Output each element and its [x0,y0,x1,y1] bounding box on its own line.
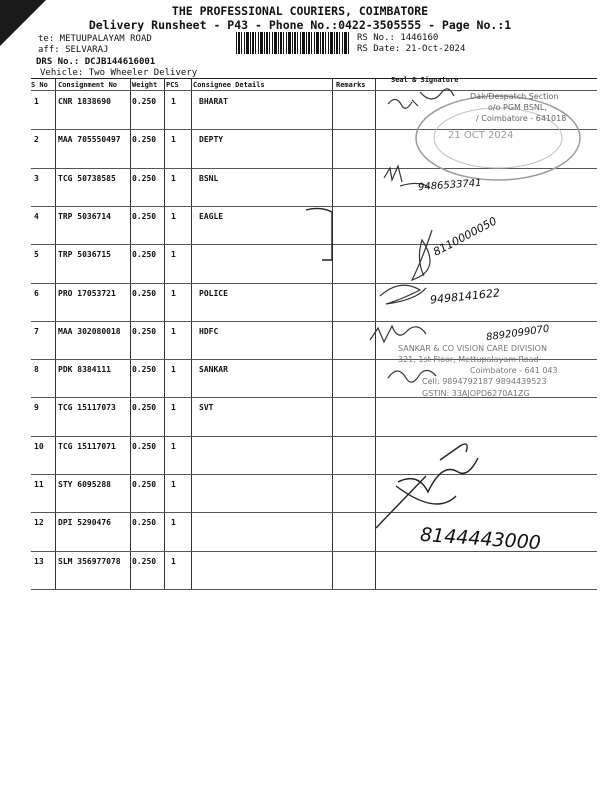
cell-sno: 2 [34,135,39,145]
cell-pcs: 1 [171,441,176,451]
cell-sno: 8 [34,365,39,375]
sankar-stamp-line3: Coimbatore - 641 043 [470,366,558,375]
cell-consignment: TCG 15117071 [58,441,116,451]
phone-row12: 8144443000 [419,523,542,555]
cell-consignment: PRO 17053721 [58,288,116,298]
cell-consignee: SANKAR [199,365,228,375]
col-sno: S No [31,81,48,89]
rs-date: RS Date: 21-Oct-2024 [357,44,466,54]
cell-pcs: 1 [171,97,176,106]
cell-weight: 0.250 [132,365,157,375]
cell-sno: 6 [34,288,39,298]
cell-weight: 0.250 [132,135,157,145]
bsnl-stamp-date: 21 OCT 2024 [448,130,514,141]
cell-pcs: 1 [171,518,176,528]
bsnl-stamp-line2: o/o PGM BSNL, [488,103,547,112]
cell-sno: 4 [34,211,39,221]
cell-pcs: 1 [171,135,176,145]
cell-consignment: TCG 15117073 [58,403,116,413]
cell-weight: 0.250 [132,403,157,413]
cell-consignment: MAA 705550497 [58,135,121,145]
col-weight: Weight [132,81,158,89]
cell-consignee: DEPTY [199,135,224,145]
sankar-stamp-line2: 321, 1st Floor, Mettupalayam Road [398,355,539,364]
col-seal-signature: Seal & Signature [391,76,459,84]
phone-row6: 9498141622 [429,286,501,307]
col-remarks: Remarks [336,81,366,89]
cell-pcs: 1 [171,365,176,375]
runsheet-title: Delivery Runsheet - P43 - Phone No.:0422-3505555 - Page No.:1 [88,18,512,32]
cell-consignment: MAA 302080018 [58,326,121,336]
cell-consignment: TRP 5036714 [58,211,111,221]
signature-row1 [388,89,454,108]
cell-consignee: BHARAT [199,97,228,106]
cell-consignment: STY 6095288 [58,480,111,489]
col-consignee: Consignee Details [193,81,265,89]
cell-pcs: 1 [171,250,176,260]
cell-sno: 12 [34,518,44,528]
cell-consignment: DPI 5290476 [58,518,111,528]
col-pcs: PCS [166,81,179,89]
signature-row7 [370,326,426,342]
cell-sno: 3 [34,173,39,183]
rs-number: RS No.: 1446160 [357,33,439,43]
cell-consignment: PDK 8384111 [58,365,111,375]
cell-weight: 0.250 [132,211,157,221]
mark-row4 [306,208,332,260]
phone-row5: 8110000050 [431,214,499,259]
cell-consignee: HDFC [199,326,219,336]
cell-consignee: BSNL [199,173,219,183]
cell-weight: 0.250 [132,480,157,489]
cell-sno: 11 [34,480,44,489]
cell-weight: 0.250 [132,326,157,336]
cell-sno: 5 [34,250,39,260]
cell-sno: 10 [34,441,44,451]
sankar-stamp-line4: Cell: 9894792187 9894439523 [422,377,547,386]
cell-pcs: 1 [171,173,176,183]
company-title: THE PROFESSIONAL COURIERS, COIMBATORE [171,4,429,18]
col-consignment: Consignment No [58,81,118,89]
cell-consignment: TCG 50738585 [58,173,116,183]
cell-pcs: 1 [171,211,176,221]
cell-consignment: TRP 5036715 [58,250,111,260]
cell-sno: 1 [34,97,39,106]
cell-weight: 0.250 [132,556,157,566]
sankar-stamp-line1: SANKAR & CO VISION CARE DIVISION [398,344,547,353]
cell-pcs: 1 [171,326,176,336]
cell-sno: 13 [34,556,44,566]
cell-pcs: 1 [171,403,176,413]
route-label: te: METUUPALAYAM ROAD [38,34,152,44]
vehicle-label: Vehicle: Two Wheeler Delivery [40,68,198,78]
bsnl-stamp-line3: / Coimbatore - 641018 [476,114,567,123]
cell-weight: 0.250 [132,173,157,183]
cell-weight: 0.250 [132,518,157,528]
bsnl-stamp-line1: Dak/Despatch Section [470,92,559,101]
cell-sno: 9 [34,403,39,413]
drs-number: DRS No.: DCJB144616001 [36,57,156,67]
cell-consignee: POLICE [199,288,228,298]
cell-consignee: SVT [199,403,214,413]
cell-pcs: 1 [171,288,176,298]
cell-pcs: 1 [171,556,176,566]
signature-row6 [380,285,426,304]
cell-consignment: SLM 356977078 [58,556,121,566]
cell-weight: 0.250 [132,288,157,298]
cell-weight: 0.250 [132,250,157,260]
phone-row3: 9486533741 [417,177,482,194]
cell-pcs: 1 [171,480,176,489]
signature-row5 [412,230,432,280]
phone-row7: 8892099070 [485,323,551,344]
cell-weight: 0.250 [132,97,157,106]
sankar-stamp-line5: GSTIN: 33AJOPD6270A1ZG [422,389,530,398]
cell-sno: 7 [34,326,39,336]
cell-consignment: CNR 1838690 [58,97,111,106]
cell-weight: 0.250 [132,441,157,451]
staff-label: aff: SELVARAJ [38,45,109,55]
cell-consignee: EAGLE [199,211,224,221]
